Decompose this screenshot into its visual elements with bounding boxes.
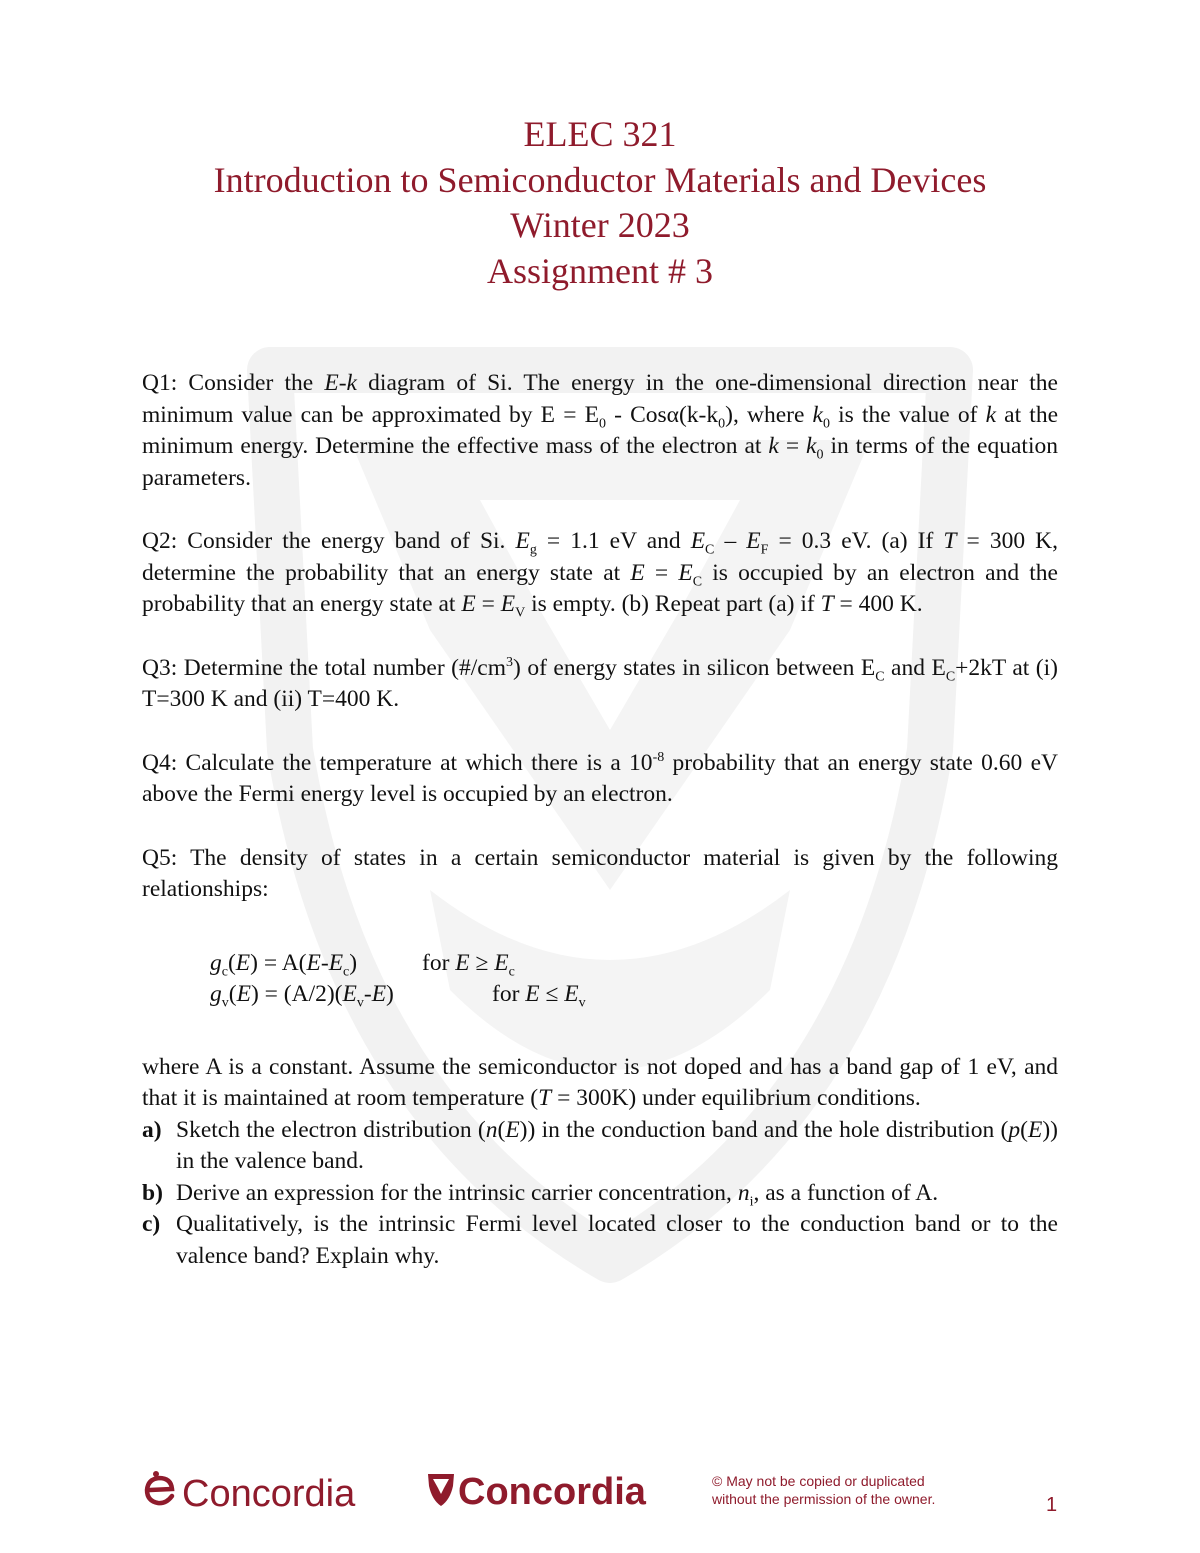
question-2: Q2: Consider the energy band of Si. $E_g = 1.1$ eV and $E_C - E_F = 0.3$ eV. (a) If T = 300 K, determine the probability that an energy state at $E = E_C$ is occupied by an electron and the probability that an energy state at $E = E_V$ is empty. (b) Repeat part (a) if T = 400 K.	[142, 528, 1058, 621]
question-5-part-c: c) Qualitatively, is the intrinsic Fermi level located closer to the conduction band or to the valence band? Explain why.	[142, 1211, 1058, 1269]
document-header	[0, 112, 1200, 294]
question-5-conditions: where A is a constant. Assume the semiconductor is not doped and has a band gap of 1 eV, and that it is maintained at room temperature (T = 300K) under equilibrium conditions.	[142, 1053, 1058, 1111]
concordia-logo: Concordia	[426, 1470, 646, 1514]
question-5-part-b: b) Derive an expression for the intrinsic carrier concentration, $n_i$, as a function of A.	[142, 1179, 939, 1210]
copyright-notice: © May not be copied or duplicated without the permission of the owner.	[712, 1473, 936, 1507]
equation-valence: $g_v(E) = (A/2)(E_v-E)$ for $E \le E_v$	[210, 980, 586, 1011]
course-title: Introduction to Semiconductor Materials and Devices	[213, 159, 987, 200]
course-code: ELEC 321	[523, 114, 677, 154]
assignment-body	[142, 368, 1058, 1272]
question-1: Q1: Consider the E-k diagram of Si. The energy in the one-dimensional direction near the minimum value can be approximated by $E = E_0 - Cos\alpha(k-k_0)$, where $k_0$ is the value of k at the minimum energy. Determine the effective mass of the electron at $k = k_0$ in terms of the equation parameters.	[142, 370, 1059, 491]
question-5-intro: Q5: The density of states in a certain semiconductor material is given by the following relationships:	[142, 844, 1058, 902]
page-number: 1	[1046, 1494, 1058, 1516]
term: Winter 2023	[510, 205, 690, 245]
question-3: Q3: Determine the total number $(\#/cm^3)$ of energy states in silicon between $E_C$ and $E_C+2kT$ at (i) T=300 K and (ii) T=400 K.	[142, 654, 1058, 712]
econcordia-logo: Concordia	[142, 1470, 355, 1516]
page-footer	[0, 1466, 1200, 1526]
equation-conduction: $g_c(E) = A(E-E_c)$ for $E \ge E_c$	[210, 949, 515, 980]
assignment-title: Assignment # 3	[486, 250, 713, 291]
question-5-part-a: a) Sketch the electron distribution (n(E)) in the conduction band and the hole distribution (p(E)) in the valence band.	[142, 1116, 1058, 1174]
e-mark-icon	[142, 1470, 180, 1510]
question-4: Q4: Calculate the temperature at which there is a $10^{-8}$ probability that an energy state 0.60 eV above the Fermi energy level is occupied by an electron.	[142, 749, 1058, 807]
density-of-states-equations	[210, 948, 1058, 1010]
shield-icon	[426, 1470, 456, 1508]
